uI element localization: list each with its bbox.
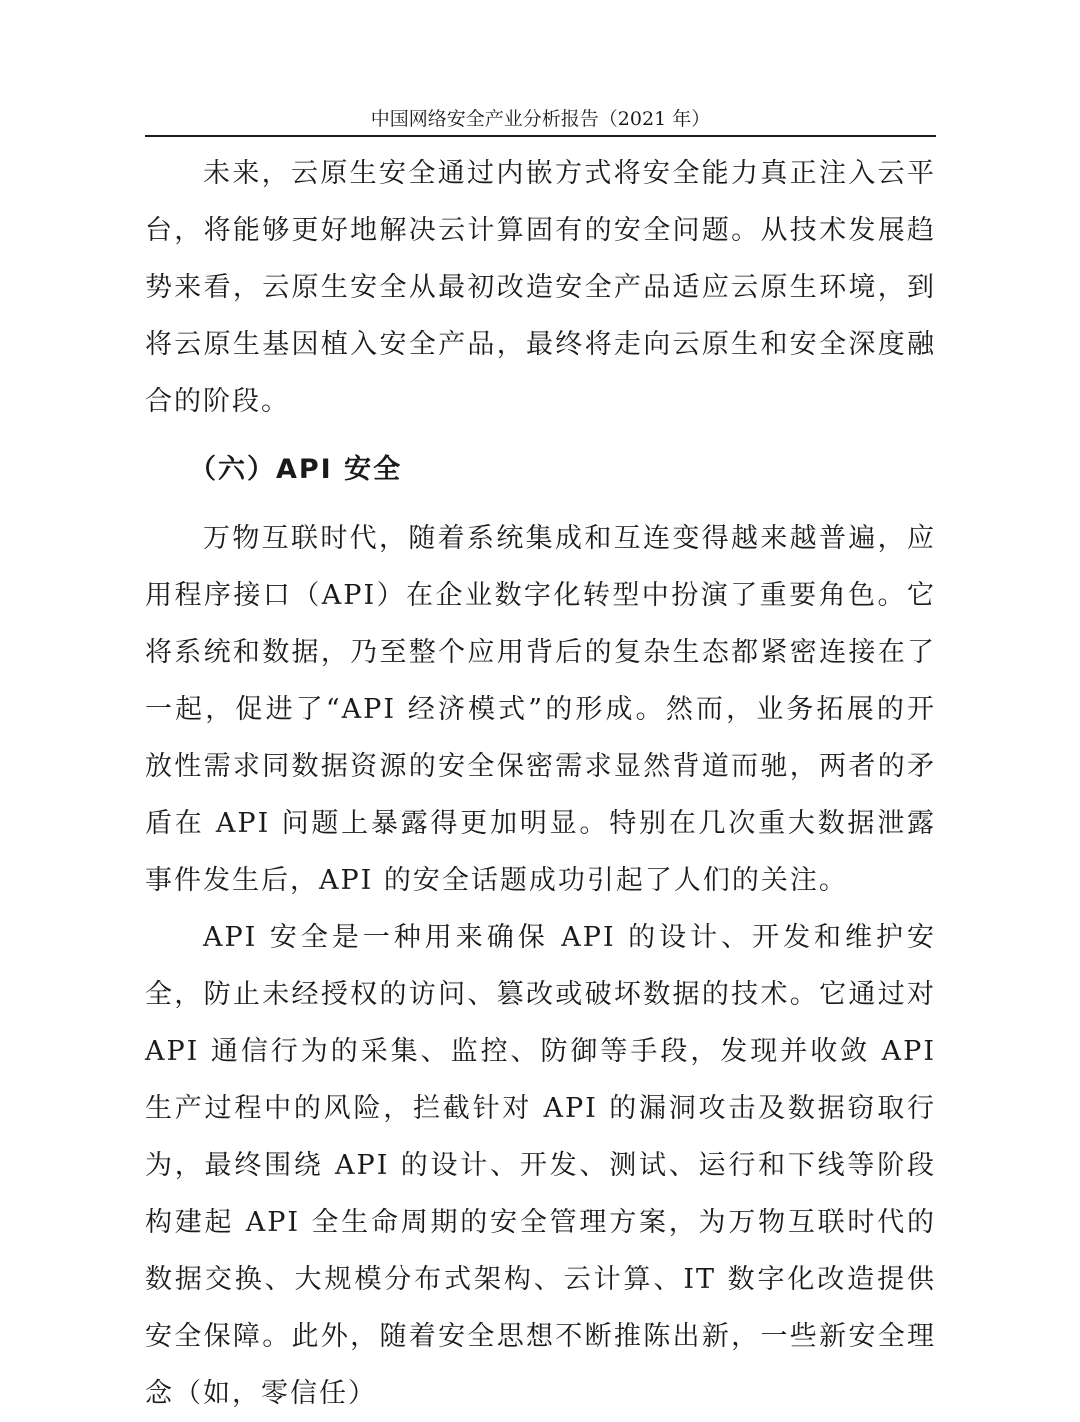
paragraph-api-security-definition: API 安全是一种用来确保 API 的设计、开发和维护安全，防止未经授权的访问、篡改或破坏数据的技术。它通过对 API 通信行为的采集、监控、防御等手段，发现并收敛 API 生产过程中的风险，拦截针对 API 的漏洞攻击及数据窃取行为，最终围绕 API 的设计、开发、测试、运行和下线等阶段构建起 API 全生命周期的安全管理方案，为万物互联时代的数据交换、大规模分布式架构、云计算、IT 数字化改造提供安全保障。此外，随着安全思想不断推陈出新，一些新安全理念（如，零信任） <box>145 922 936 1409</box>
running-header: 中国网络安全产业分析报告（2021 年） <box>370 108 711 130</box>
body-text <box>145 145 936 1422</box>
section-heading-api-security: （六）API 安全 <box>189 454 403 485</box>
paragraph-api-background: 万物互联时代，随着系统集成和互连变得越来越普遍，应用程序接口（API）在企业数字化转型中扮演了重要角色。它将系统和数据，乃至整个应用背后的复杂生态都紧密连接在了一起，促进了“API 经济模式”的形成。然而，业务拓展的开放性需求同数据资源的安全保密需求显然背道而驰，两者的矛盾在 API 问题上暴露得更加明显。特别在几次重大数据泄露事件发生后，API 的安全话题成功引起了人们的关注。 <box>145 523 936 896</box>
paragraph-cloud-native-future: 未来，云原生安全通过内嵌方式将安全能力真正注入云平台，将能够更好地解决云计算固有的安全问题。从技术发展趋势来看，云原生安全从最初改造安全产品适应云原生环境，到将云原生基因植入安全产品，最终将走向云原生和安全深度融合的阶段。 <box>145 158 936 417</box>
header-divider <box>145 135 936 137</box>
